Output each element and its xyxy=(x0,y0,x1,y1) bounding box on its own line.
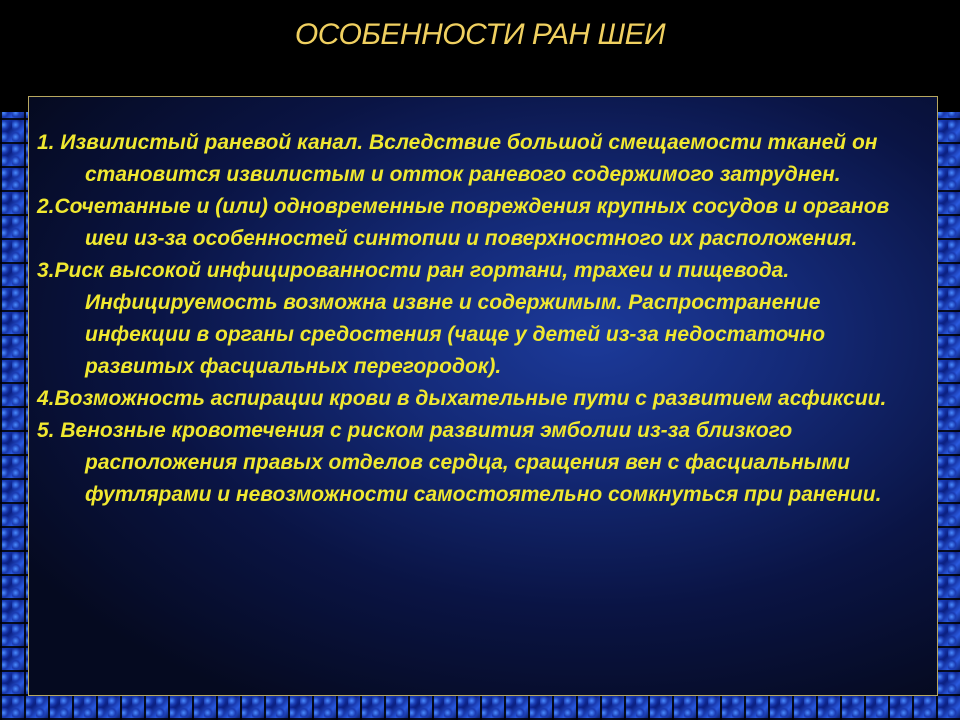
slide-title: ОСОБЕННОСТИ РАН ШЕИ xyxy=(294,18,666,51)
list-item-text: 2.Сочетанные и (или) одновременные повреждения крупных сосудов и органов шеи из-за особенностей синтопии и поверхностного их расположения. xyxy=(37,195,890,250)
list-item-text: 3.Риск высокой инфицированности ран гортани, трахеи и пищевода. Инфицируемость возможна извне и содержимым. Распространение инфекции в органы средостения (чаще у детей из-за недостаточно развитых фасциальных перегородок). xyxy=(37,259,826,378)
list-item xyxy=(37,415,927,511)
list-item xyxy=(37,127,927,191)
features-list xyxy=(37,127,927,511)
list-item-text: 5. Венозные кровотечения с риском развития эмболии из-за близкого расположения правых отделов сердца, сращения вен с фасциальными футлярами и невозможности самостоятельно сомкнуться при ранении. xyxy=(37,419,882,506)
list-item xyxy=(37,255,927,383)
list-item-text: 4.Возможность аспирации крови в дыхательные пути с развитием асфиксии. xyxy=(37,387,887,410)
list-item xyxy=(37,191,927,255)
list-item-text: 1. Извилистый раневой канал. Вследствие большой смещаемости тканей он становится извилистым и отток раневого содержимого затруднен. xyxy=(37,131,878,186)
list-item xyxy=(37,383,927,415)
content-panel xyxy=(28,96,938,696)
